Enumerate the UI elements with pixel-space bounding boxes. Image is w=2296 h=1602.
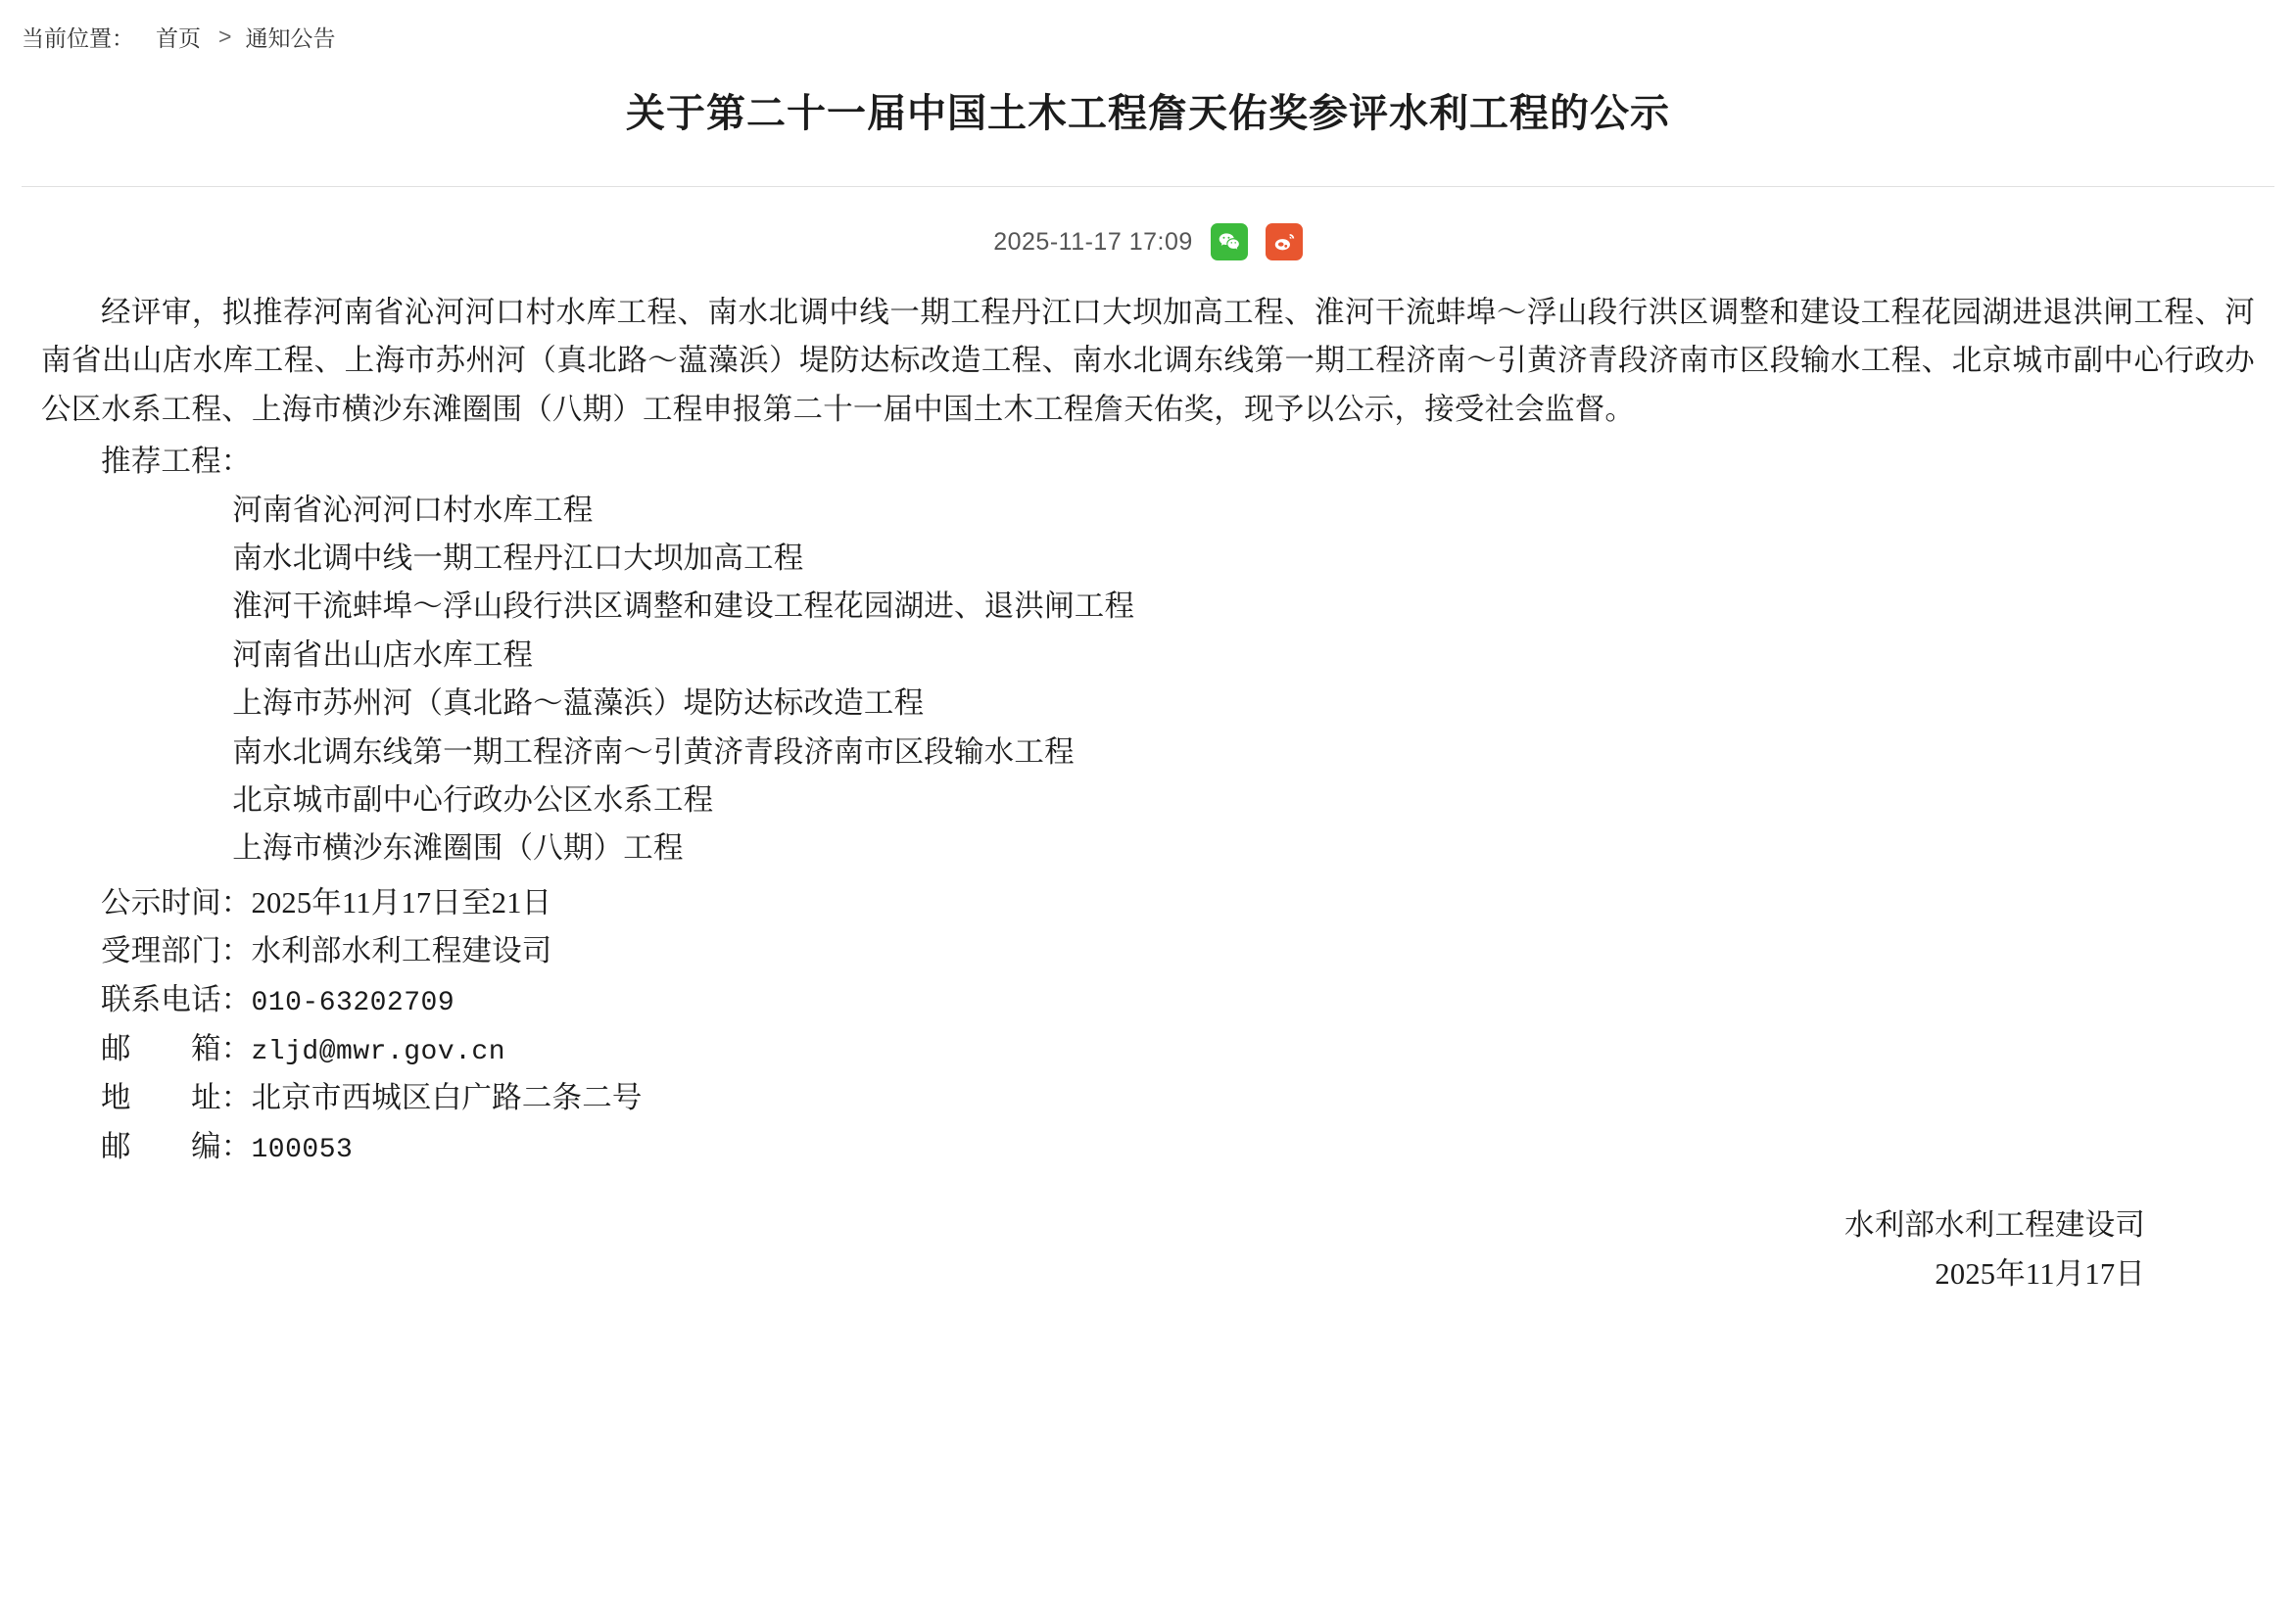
signature-date: 2025年11月17日 [1935,1256,2145,1291]
project-item: 南水北调中线一期工程丹江口大坝加高工程 [232,542,804,576]
project-item: 淮河干流蚌埠～浮山段行洪区调整和建设工程花园湖进、退洪闸工程 [232,589,1135,624]
info-label: 联系电话： [101,982,252,1016]
info-label: 受理部门： [101,934,252,968]
info-label: 邮 箱： [101,1032,252,1066]
info-label: 地 址： [101,1081,252,1115]
project-item: 河南省沁河河口村水库工程 [232,493,594,527]
info-line-email [41,1025,2255,1074]
breadcrumb-link-notice[interactable]: 通知公告 [245,24,336,51]
project-item: 上海市横沙东滩圈围（八期）工程 [232,831,684,866]
signature-org: 水利部水利工程建设司 [1844,1208,2145,1243]
info-value: 水利部水利工程建设司 [251,934,552,968]
info-value: 010-63202709 [251,987,455,1018]
breadcrumb-link-home[interactable]: 首页 [156,24,201,51]
title-divider [22,186,2274,187]
info-label: 公示时间： [101,885,252,919]
info-value: 100053 [251,1134,354,1165]
title-container [0,86,2296,141]
info-line-public-period [41,879,2255,927]
publish-date: 2025-11-17 17:09 [993,227,1193,256]
project-item: 北京城市副中心行政办公区水系工程 [232,783,714,818]
project-item: 上海市苏州河（真北路～蕰藻浜）堤防达标改造工程 [232,686,925,721]
intro-paragraph: 经评审，拟推荐河南省沁河河口村水库工程、南水北调中线一期工程丹江口大坝加高工程、淮河干流蚌埠～浮山段行洪区调整和建设工程花园湖进退洪闸工程、河南省出山店水库工程、上海市苏州河（真北路～蕰藻浜）堤防达标改造工程、南水北调东线第一期工程济南～引黄济青段济南市区段输水工程、北京城市副中心行政办公区水系工程、上海市横沙东滩圈围（八期）工程申报第二十一届中国土木工程詹天佑奖，现予以公示，接受社会监督。 [41,296,2255,426]
wechat-share-icon[interactable] [1211,223,1248,260]
page-title: 关于第二十一届中国土木工程詹天佑奖参评水利工程的公示 [626,92,1670,135]
weibo-share-icon[interactable] [1266,223,1303,260]
project-item: 河南省出山店水库工程 [232,637,534,672]
info-line-address [41,1074,2255,1122]
info-label: 邮 编： [101,1129,252,1163]
info-value: zljd@mwr.gov.cn [251,1037,506,1068]
breadcrumb-label: 当前位置： [22,24,134,51]
breadcrumb [0,0,2296,51]
signature-block [41,1202,2255,1298]
article-meta [0,220,2296,263]
info-line-postcode [41,1123,2255,1172]
recommend-label: 推荐工程： [101,445,252,479]
info-line-department [41,927,2255,975]
info-line-phone [41,976,2255,1025]
breadcrumb-separator: > [218,23,232,49]
info-value: 北京市西城区白广路二条二号 [251,1081,643,1115]
project-item: 南水北调东线第一期工程济南～引黄济青段济南市区段输水工程 [232,734,1075,769]
article-body [0,289,2296,1298]
info-value: 2025年11月17日至21日 [251,885,552,919]
